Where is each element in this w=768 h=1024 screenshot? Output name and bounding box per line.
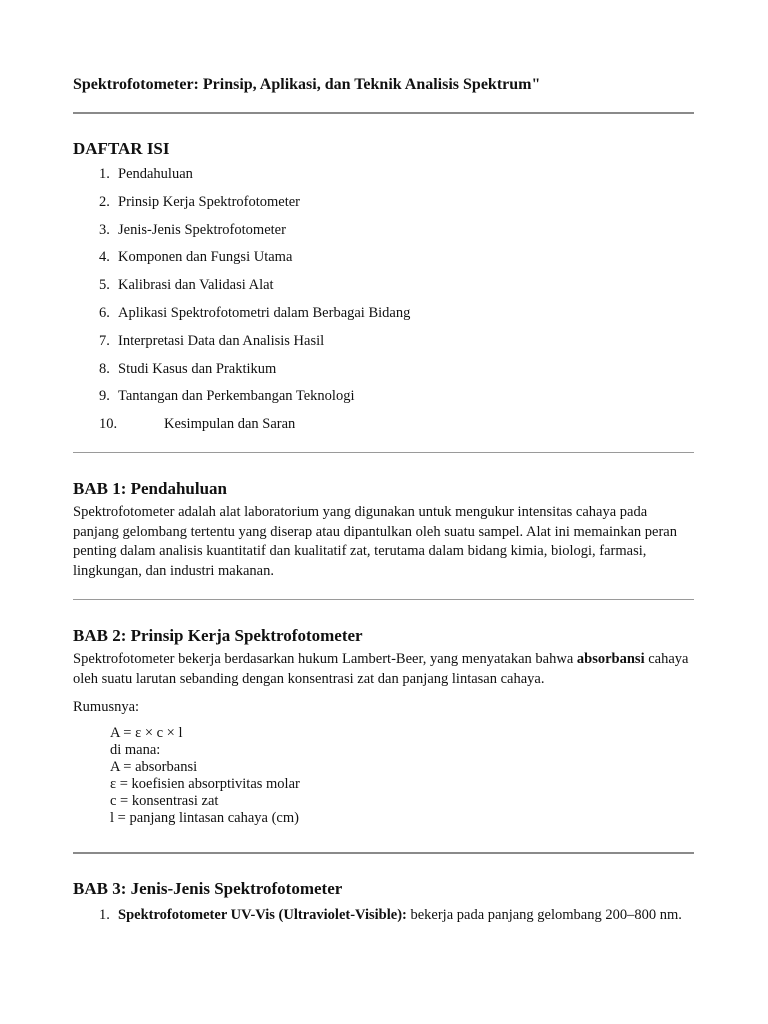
toc-item: 2. Prinsip Kerja Spektrofotometer <box>99 193 301 210</box>
toc-item: 8. Studi Kasus dan Praktikum <box>99 360 277 377</box>
toc-item: 6. Aplikasi Spektrofotometri dalam Berbagai Bidang <box>99 304 411 321</box>
formula-line: A = ε × c × l <box>110 725 183 741</box>
bold-term: absorbansi <box>576 651 645 667</box>
bab1-paragraph: Spektrofotometer adalah alat laboratorium yang digunakan untuk mengukur intensitas cahaya pada panjang gelombang tertentu yang diserap atau dipantulkan oleh suatu sampel. Alat ini memainkan peran penting dalam analisis kuantitatif dan kualitatif zat, terutama dalam bidang kimia, biologi, farmasi, lingkungan, dan industri makanan. <box>73 504 677 579</box>
formula-label: Rumusnya: <box>73 699 140 715</box>
formula-line: A = absorbansi <box>110 759 198 775</box>
toc-item: 10. Kesimpulan dan Saran <box>99 416 296 433</box>
section-divider <box>73 452 694 453</box>
formula-line: di mana: <box>110 742 161 758</box>
list-item: 1. Spektrofotometer UV-Vis (Ultraviolet-Visible): bekerja pada panjang gelombang 200–800 nm. <box>99 907 682 923</box>
toc-item: 7. Interpretasi Data dan Analisis Hasil <box>99 332 325 349</box>
section-divider <box>73 599 694 600</box>
toc-item: 5. Kalibrasi dan Validasi Alat <box>99 277 274 294</box>
toc-item: 9. Tantangan dan Perkembangan Teknologi <box>99 388 355 405</box>
table-of-contents <box>73 164 694 442</box>
bab1-heading: BAB 1: Pendahuluan <box>73 479 227 498</box>
document-title: Spektrofotometer: Prinsip, Aplikasi, dan Teknik Analisis Spektrum" <box>73 76 541 93</box>
bab2-heading: BAB 2: Prinsip Kerja Spektrofotometer <box>73 626 363 645</box>
toc-heading: DAFTAR ISI <box>73 139 170 158</box>
toc-item: 4. Komponen dan Fungsi Utama <box>99 249 293 266</box>
title-divider <box>73 112 694 114</box>
bab3-list <box>73 905 694 925</box>
formula-line: ε = koefisien absorptivitas molar <box>110 776 300 792</box>
formula-block <box>110 725 300 827</box>
bab2-paragraph: Spektrofotometer bekerja berdasarkan hukum Lambert-Beer, yang menyatakan bahwa absorbansi cahaya oleh suatu larutan sebanding dengan konsentrasi zat dan panjang lintasan cahaya. <box>73 651 689 687</box>
formula-line: l = panjang lintasan cahaya (cm) <box>110 810 299 826</box>
toc-item: 3. Jenis-Jenis Spektrofotometer <box>99 221 286 238</box>
toc-item: 1. Pendahuluan <box>99 166 193 182</box>
bab3-heading: BAB 3: Jenis-Jenis Spektrofotometer <box>73 879 343 898</box>
formula-line: c = konsentrasi zat <box>110 793 219 809</box>
section-divider <box>73 852 694 854</box>
